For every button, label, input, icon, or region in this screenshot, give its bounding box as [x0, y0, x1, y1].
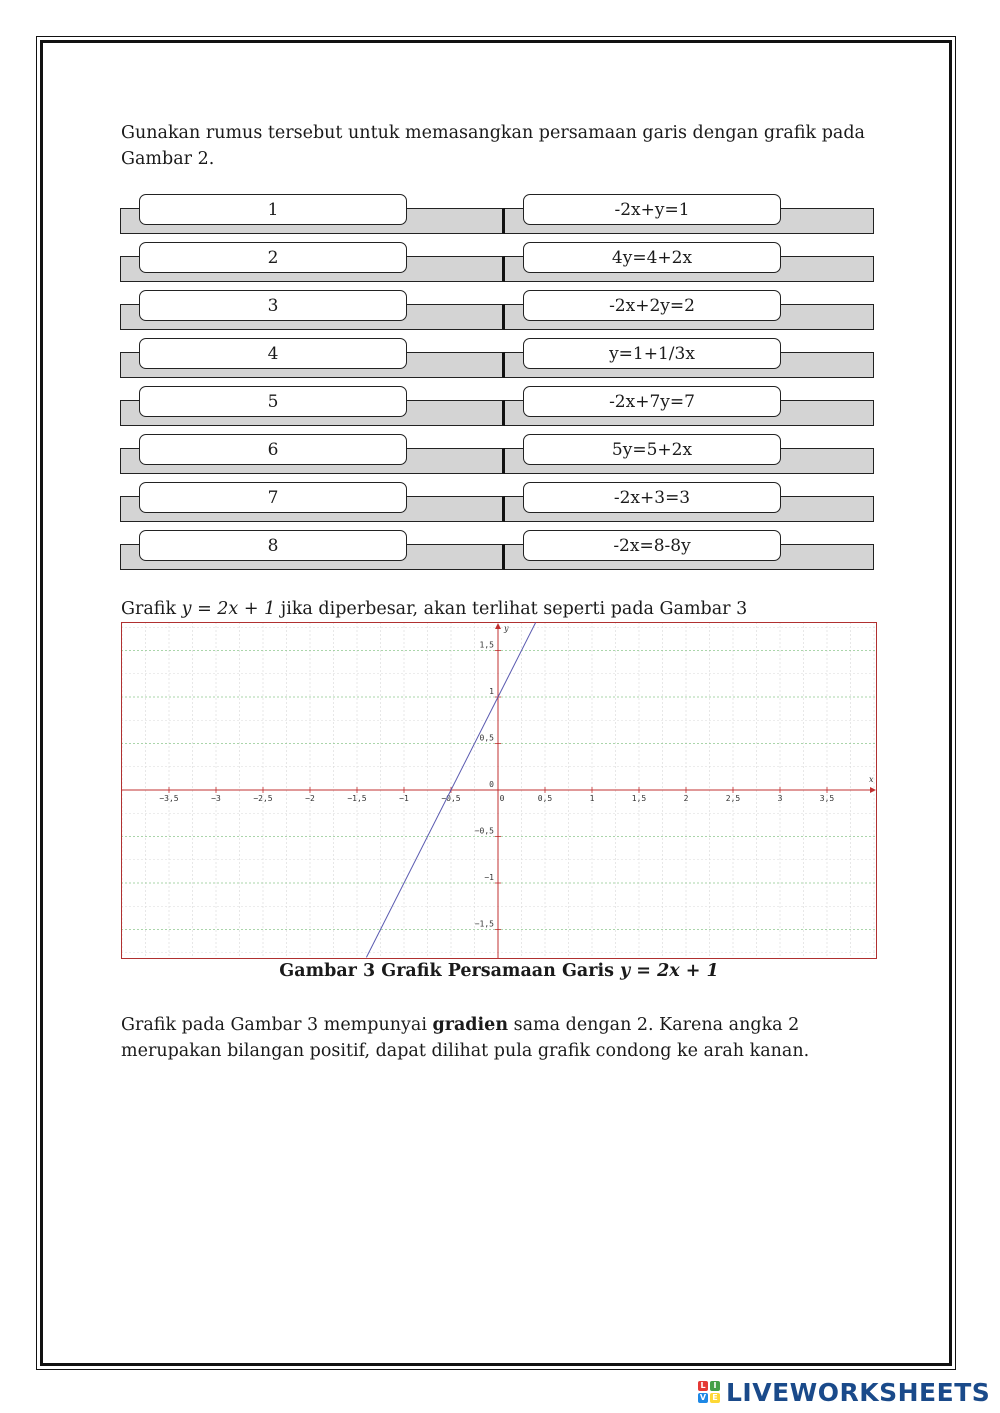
number-card[interactable]: 5 [139, 386, 407, 417]
x-tick-label: −0,5 [441, 794, 461, 803]
match-row [120, 336, 874, 384]
logo-text: LIVEWORKSHEETS [726, 1377, 991, 1407]
logo-letter-v: V [699, 1393, 707, 1402]
number-card[interactable]: 2 [139, 242, 407, 273]
graph-intro-math: y = 2x + 1 [181, 599, 276, 619]
match-row [120, 480, 874, 528]
logo-icon [698, 1381, 720, 1403]
match-row [120, 432, 874, 480]
caption-prefix: Gambar 3 Grafik Persamaan Garis [279, 961, 621, 981]
x-tick-label: −3,5 [159, 794, 179, 803]
x-tick-label: −1 [399, 794, 409, 803]
intro-paragraph: Gunakan rumus tersebut untuk memasangkan persamaan garis dengan grafik pada Gambar 2. [121, 123, 865, 169]
line-chart [121, 622, 877, 959]
x-tick-label: −1,5 [347, 794, 367, 803]
y-tick-label: −1 [484, 873, 494, 882]
x-axis-arrow [870, 787, 876, 793]
match-row [120, 384, 874, 432]
y-axis-arrow [495, 623, 501, 629]
graph-intro-after: jika diperbesar, akan terlihat seperti pada Gambar 3 [275, 599, 748, 619]
y-tick-label: −1,5 [474, 919, 494, 929]
number-card[interactable]: 4 [139, 338, 407, 369]
equation-card[interactable]: -2x=8-8y [523, 530, 781, 561]
x-tick-label: 1,5 [631, 794, 647, 803]
x-tick-label: 3,5 [819, 794, 835, 803]
x-tick-label: 2,5 [725, 794, 741, 803]
number-card[interactable]: 6 [139, 434, 407, 465]
equation-card[interactable]: 5y=5+2x [523, 434, 781, 465]
logo-letter-l: L [698, 1381, 708, 1391]
match-row [120, 528, 874, 576]
closing-part1: Grafik pada Gambar 3 mempunyai [121, 1015, 433, 1035]
y-tick-label: 0 [489, 780, 494, 789]
x-axis-label: x [869, 775, 874, 784]
y-tick-label: 0,5 [479, 733, 494, 743]
x-tick-label: −2 [305, 794, 315, 803]
match-row [120, 240, 874, 288]
y-axis-label: y [504, 624, 509, 633]
number-card[interactable]: 8 [139, 530, 407, 561]
logo-letter-e: E [710, 1393, 720, 1403]
graph-intro-before: Grafik [121, 599, 182, 619]
equation-card[interactable]: -2x+7y=7 [523, 386, 781, 417]
x-tick-label: −3 [211, 794, 221, 803]
equation-card[interactable]: -2x+y=1 [523, 194, 781, 225]
x-tick-label: 1 [589, 794, 595, 803]
closing-bold-term: gradien [432, 1015, 509, 1035]
graph-intro [121, 596, 881, 622]
liveworksheets-logo [698, 1376, 990, 1408]
closing-paragraph [121, 1012, 881, 1064]
x-tick-label: 0,5 [537, 794, 553, 803]
x-tick-label: 2 [683, 794, 689, 803]
closing-part2: sama dengan 2. Karena angka 2 merupakan bilangan positif, dapat dilihat pula grafik condong ke arah kanan. [121, 1015, 810, 1061]
equation-card[interactable]: -2x+3=3 [523, 482, 781, 513]
equation-card[interactable]: y=1+1/3x [523, 338, 781, 369]
match-row [120, 288, 874, 336]
y-tick-label: 1 [489, 687, 494, 696]
number-card[interactable]: 1 [139, 194, 407, 225]
equation-card[interactable]: 4y=4+2x [523, 242, 781, 273]
x-tick-label: −2,5 [253, 794, 273, 803]
figure-caption [121, 961, 877, 981]
x-tick-label: 3 [777, 794, 783, 803]
number-card[interactable]: 7 [139, 482, 407, 513]
y-tick-label: 1,5 [479, 640, 494, 650]
number-card[interactable]: 3 [139, 290, 407, 321]
logo-letter-i: I [710, 1381, 720, 1391]
equation-card[interactable]: -2x+2y=2 [523, 290, 781, 321]
caption-math: y = 2x + 1 [620, 961, 719, 981]
match-row [120, 192, 874, 240]
x-tick-label: 0 [499, 794, 505, 803]
y-tick-label: −0,5 [474, 826, 494, 836]
